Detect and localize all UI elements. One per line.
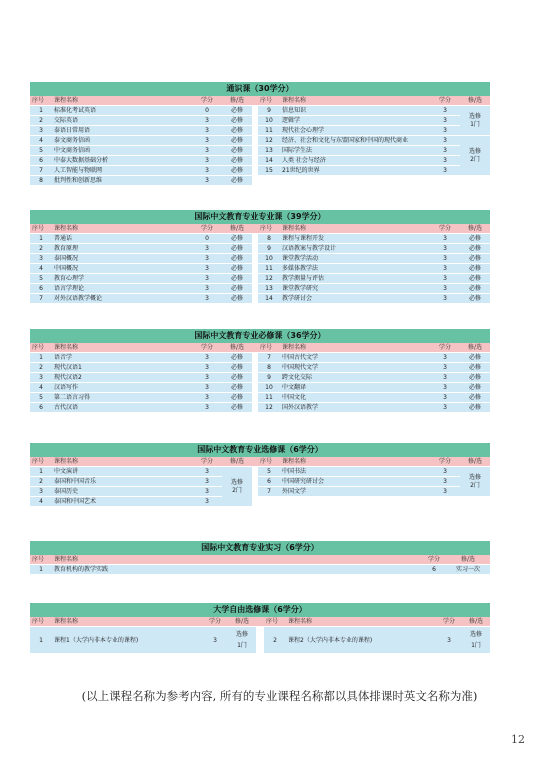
cell-no: 8 (258, 363, 280, 373)
cell-name: 人类 社会与经济 (280, 156, 430, 166)
cell-no: 1 (30, 353, 52, 363)
cell-type: 必修 (222, 234, 252, 244)
table-row (30, 116, 490, 126)
table-header-row (30, 457, 490, 467)
table-row (30, 274, 490, 284)
cell-no: 6 (30, 403, 52, 413)
cell-credit: 3 (430, 166, 460, 176)
course-table (30, 617, 490, 654)
cell-type: 选修 1门 (228, 627, 256, 654)
cell-credit: 0 (192, 234, 222, 244)
course-table (30, 343, 490, 413)
cell-credit: 3 (430, 274, 460, 284)
cell-no: 13 (258, 146, 280, 156)
table-row (30, 294, 490, 304)
cell-credit: 3 (192, 373, 222, 383)
table-row (30, 244, 490, 254)
cell-no: 1 (30, 565, 52, 575)
header-type: 修/选 (460, 96, 490, 106)
cell-no: 11 (258, 126, 280, 136)
cell-no: 6 (30, 284, 52, 294)
footnote: (以上课程名称为参考内容, 所有的专业课程名称都以具体排课时英文名称为准) (81, 689, 478, 703)
cell-type: 必修 (460, 383, 490, 393)
cell-credit: 3 (192, 383, 222, 393)
cell-no: 序号 (258, 224, 280, 234)
cell-credit: 3 (430, 467, 460, 477)
cell-no: 3 (30, 487, 52, 497)
cell-name: 中泰大数据基础分析 (52, 156, 192, 166)
cell-no: 1 (30, 234, 52, 244)
cell-no: 序号 (264, 617, 286, 627)
cell-credit: 学分 (422, 555, 446, 565)
cell-no: 13 (258, 284, 280, 294)
cell-credit: 3 (192, 467, 222, 477)
cell-credit: 3 (430, 373, 460, 383)
cell-type: 必修 (222, 166, 252, 176)
course-table (30, 555, 490, 575)
table-row (30, 353, 490, 363)
cell-name: 对外汉语教学概论 (52, 294, 192, 304)
cell-no: 11 (258, 393, 280, 403)
cell-name: 国际学生法 (280, 146, 430, 156)
cell-credit: 3 (430, 234, 460, 244)
cell-credit: 3 (430, 353, 460, 363)
table-row (30, 264, 490, 274)
section-title: 通识课（30学分） (30, 82, 490, 96)
table-row (30, 565, 490, 575)
cell-credit: 3 (192, 146, 222, 156)
cell-name: 逻辑学 (280, 116, 430, 126)
table-row (30, 146, 490, 156)
cell-name: 经济、社会和文化与东盟国家和中国的现代商业 (280, 136, 430, 146)
cell-no: 4 (30, 264, 52, 274)
cell-type: 必修 (460, 353, 490, 363)
cell-type: 选修 1门 (462, 627, 490, 654)
cell-type: 必修 (460, 363, 490, 373)
cell-credit: 3 (192, 497, 222, 507)
cell-name: 21世纪的世界 (280, 166, 430, 176)
cell-name: 课程名称 (52, 617, 202, 627)
table-row (30, 254, 490, 264)
cell-name: 课程1（大学内非本专业的课程) (52, 627, 202, 654)
cell-credit: 3 (192, 156, 222, 166)
cell-name: 国外汉语教学 (280, 403, 430, 413)
cell-credit: 3 (430, 254, 460, 264)
cell-type: 必修 (222, 363, 252, 373)
cell-type: 必修 (460, 393, 490, 403)
table-row (30, 284, 490, 294)
cell-credit: 学分 (192, 343, 222, 353)
cell-type: 修/选 (222, 343, 252, 353)
cell-name: 汉语教案与教学设计 (280, 244, 430, 254)
cell-credit: 3 (192, 353, 222, 363)
cell-name: 课程名称 (280, 343, 430, 353)
table-row (30, 627, 490, 654)
cell-no: 8 (30, 176, 52, 186)
section-general-courses (30, 82, 490, 186)
cell-credit: 3 (192, 244, 222, 254)
table-row (30, 156, 490, 166)
section-title: 国际中文教育专业专业课（39学分） (30, 210, 490, 224)
cell-credit: 3 (192, 487, 222, 497)
cell-type: 修/选 (222, 224, 252, 234)
cell-no: 14 (258, 294, 280, 304)
cell-no: 10 (258, 116, 280, 126)
cell-name: 古代汉语 (52, 403, 192, 413)
cell-no: 14 (258, 156, 280, 166)
table-row (30, 166, 490, 176)
cell-name: 中文商务信函 (52, 146, 192, 156)
cell-no: 序号 (258, 343, 280, 353)
cell-name: 中国书法 (280, 467, 430, 477)
cell-credit: 学分 (430, 457, 460, 467)
cell-credit: 学分 (202, 617, 228, 627)
cell-type: 修/选 (446, 555, 490, 565)
cell-credit: 3 (430, 403, 460, 413)
cell-no: 2 (30, 363, 52, 373)
cell-type: 必修 (460, 254, 490, 264)
table-row (30, 497, 490, 507)
section-elective-courses (30, 443, 490, 507)
cell-credit: 3 (192, 477, 222, 487)
cell-name: 课堂教学研究 (280, 284, 430, 294)
cell-credit: 学分 (436, 617, 462, 627)
cell-credit: 3 (192, 176, 222, 186)
cell-no: 12 (258, 274, 280, 284)
cell-type: 必修 (222, 393, 252, 403)
cell-name: 现代社会心理学 (280, 126, 430, 136)
cell-name: 跨文化交际 (280, 373, 430, 383)
cell-name: 中国文化 (280, 393, 430, 403)
cell-type: 修/选 (460, 457, 490, 467)
cell-name: 中国现代文学 (280, 363, 430, 373)
cell-no: 1 (30, 467, 52, 477)
cell-type: 必修 (222, 254, 252, 264)
cell-no: 12 (258, 136, 280, 146)
cell-no: 2 (30, 116, 52, 126)
cell-name: 泰国和中国艺术 (52, 497, 192, 507)
cell-type: 修/选 (462, 617, 490, 627)
cell-credit: 学分 (430, 343, 460, 353)
cell-name: 教育机构的教学实践 (52, 565, 422, 575)
cell-type: 必修 (222, 126, 252, 136)
cell-type: 必修 (222, 106, 252, 116)
cell-name: 泰文商务信函 (52, 136, 192, 146)
cell-credit: 3 (436, 627, 462, 654)
cell-name: 现代汉语1 (52, 363, 192, 373)
cell-type: 必修 (460, 284, 490, 294)
cell-name: 教学研讨会 (280, 294, 430, 304)
table-row (30, 373, 490, 383)
table-row (30, 467, 490, 477)
cell-credit: 6 (422, 565, 446, 575)
section-free-electives (30, 603, 490, 654)
cell-no: 7 (258, 487, 280, 497)
cell-credit: 3 (192, 403, 222, 413)
table-row (30, 126, 490, 136)
table-row (30, 477, 490, 487)
cell-no: 序号 (30, 224, 52, 234)
cell-no: 序号 (30, 555, 52, 565)
cell-name: 中国概况 (52, 264, 192, 274)
cell-name: 课程名称 (52, 457, 192, 467)
cell-no: 6 (258, 477, 280, 487)
cell-credit: 3 (192, 126, 222, 136)
cell-credit: 3 (192, 274, 222, 284)
cell-no: 5 (30, 274, 52, 284)
cell-type: 必修 (460, 264, 490, 274)
header-name: 课程名称 (280, 96, 430, 106)
page-number: 12 (511, 733, 525, 746)
cell-name: 普通话 (52, 234, 192, 244)
cell-no: 2 (30, 244, 52, 254)
cell-credit: 3 (192, 136, 222, 146)
cell-type: 必修 (460, 294, 490, 304)
cell-credit: 3 (430, 487, 460, 497)
cell-type: 必修 (222, 156, 252, 166)
cell-name: 中文翻译 (280, 383, 430, 393)
cell-name: 教育心理学 (52, 274, 192, 284)
cell-credit: 3 (430, 136, 460, 146)
cell-no: 2 (264, 627, 286, 654)
cell-credit: 3 (192, 254, 222, 264)
cell-name: 中国古代文学 (280, 353, 430, 363)
cell-type: 修/选 (460, 343, 490, 353)
cell-no: 8 (258, 234, 280, 244)
cell-name: 信息知识 (280, 106, 430, 116)
cell-name: 课程2（大学内非本专业的课程) (286, 627, 436, 654)
cell-no: 序号 (30, 343, 52, 353)
cell-no: 10 (258, 254, 280, 264)
cell-name: 教学测量与评估 (280, 274, 430, 284)
cell-name: 多媒体教学法 (280, 264, 430, 274)
cell-no: 3 (30, 373, 52, 383)
cell-credit: 3 (192, 393, 222, 403)
cell-name: 课程名称 (280, 457, 430, 467)
table-row (30, 136, 490, 146)
cell-name: 课程与课程开发 (280, 234, 430, 244)
cell-no: 3 (30, 254, 52, 264)
cell-no: 9 (258, 373, 280, 383)
cell-credit: 3 (430, 116, 460, 126)
table-header-row (30, 343, 490, 353)
cell-type: 必修 (222, 274, 252, 284)
elective-note: 选修 2门 (222, 467, 252, 507)
cell-credit: 3 (430, 264, 460, 274)
cell-no: 5 (30, 393, 52, 403)
cell-credit: 3 (430, 383, 460, 393)
section-major-courses (30, 210, 490, 304)
elective-note: 选修 1门 (460, 106, 490, 136)
cell-name: 语言学理论 (52, 284, 192, 294)
cell-type: 必修 (460, 274, 490, 284)
cell-credit: 学分 (192, 224, 222, 234)
cell-credit: 3 (192, 116, 222, 126)
cell-type: 必修 (460, 403, 490, 413)
cell-type: 实习一次 (446, 565, 490, 575)
table-header-row (30, 96, 490, 106)
cell-credit: 3 (192, 166, 222, 176)
cell-credit: 3 (192, 294, 222, 304)
cell-name: 批判性和创新思维 (52, 176, 192, 186)
table-row (30, 487, 490, 497)
header-no: 序号 (30, 96, 52, 106)
section-title: 国际中文教育专业必修课（36学分） (30, 329, 490, 343)
cell-type: 必修 (222, 383, 252, 393)
cell-no: 11 (258, 264, 280, 274)
cell-credit: 0 (192, 106, 222, 116)
table-header-row (30, 617, 490, 627)
cell-no: 序号 (258, 457, 280, 467)
table-row (30, 403, 490, 413)
section-title: 国际中文教育专业实习（6学分） (30, 541, 490, 555)
cell-credit: 3 (192, 363, 222, 373)
cell-no: 1 (30, 106, 52, 116)
cell-name: 课程名称 (52, 555, 422, 565)
table-row (30, 383, 490, 393)
cell-credit: 学分 (430, 224, 460, 234)
cell-no: 7 (30, 294, 52, 304)
cell-credit: 学分 (192, 457, 222, 467)
cell-no: 9 (258, 106, 280, 116)
cell-type: 必修 (222, 403, 252, 413)
cell-credit: 3 (430, 126, 460, 136)
cell-name: 人工智能与物联网 (52, 166, 192, 176)
cell-name: 标准化考试英语 (52, 106, 192, 116)
table-header-row (30, 555, 490, 565)
cell-name: 课程名称 (52, 343, 192, 353)
cell-no: 7 (258, 353, 280, 363)
cell-credit: 3 (192, 284, 222, 294)
course-table (30, 96, 490, 186)
cell-type: 必修 (460, 234, 490, 244)
table-row (30, 234, 490, 244)
header-name: 课程名称 (52, 96, 192, 106)
cell-type: 必修 (222, 284, 252, 294)
cell-no: 12 (258, 403, 280, 413)
cell-credit: 3 (430, 363, 460, 373)
cell-name: 中国研究研讨会 (280, 477, 430, 487)
elective-note: 选修 2门 (460, 136, 490, 176)
cell-no: 6 (30, 156, 52, 166)
table-row (30, 106, 490, 116)
cell-name: 现代汉语2 (52, 373, 192, 383)
cell-name: 课程名称 (52, 224, 192, 234)
cell-no: 7 (30, 166, 52, 176)
cell-type: 必修 (222, 373, 252, 383)
header-no: 序号 (258, 96, 280, 106)
cell-credit: 3 (430, 477, 460, 487)
table-row (30, 176, 490, 186)
cell-credit: 3 (430, 393, 460, 403)
table-row (30, 363, 490, 373)
cell-credit: 3 (192, 264, 222, 274)
cell-no: 5 (258, 467, 280, 477)
elective-note: 选修 2门 (460, 467, 490, 497)
cell-credit: 3 (202, 627, 228, 654)
course-table (30, 457, 490, 507)
cell-credit: 3 (430, 106, 460, 116)
header-type: 修/选 (222, 96, 252, 106)
section-title: 大学自由选修课（6学分） (30, 603, 490, 617)
cell-name: 中文演讲 (52, 467, 192, 477)
cell-credit: 3 (430, 284, 460, 294)
cell-type: 必修 (222, 116, 252, 126)
table-header-row (30, 224, 490, 234)
section-required-courses (30, 329, 490, 413)
cell-name: 课程名称 (280, 224, 430, 234)
cell-name: 泰国概况 (52, 254, 192, 264)
cell-credit: 3 (430, 146, 460, 156)
cell-type: 必修 (222, 176, 252, 186)
cell-no: 3 (30, 126, 52, 136)
cell-no: 4 (30, 497, 52, 507)
cell-type: 必修 (222, 146, 252, 156)
cell-type: 必修 (222, 136, 252, 146)
cell-no: 序号 (30, 457, 52, 467)
cell-type: 必修 (460, 244, 490, 254)
cell-type: 必修 (222, 244, 252, 254)
section-title: 国际中文教育专业选修课（6学分） (30, 443, 490, 457)
cell-no: 9 (258, 244, 280, 254)
section-internship (30, 541, 490, 575)
cell-no: 2 (30, 477, 52, 487)
cell-type: 必修 (460, 373, 490, 383)
cell-credit: 3 (430, 244, 460, 254)
cell-name: 外国文学 (280, 487, 430, 497)
table-row (30, 393, 490, 403)
cell-type: 修/选 (460, 224, 490, 234)
cell-type: 必修 (222, 353, 252, 363)
cell-name: 汉语写作 (52, 383, 192, 393)
cell-type: 必修 (222, 294, 252, 304)
cell-name: 泰国和中国音乐 (52, 477, 192, 487)
cell-name: 交际英语 (52, 116, 192, 126)
cell-no: 5 (30, 146, 52, 156)
cell-name: 第二语言习得 (52, 393, 192, 403)
cell-name: 泰国历史 (52, 487, 192, 497)
cell-no: 15 (258, 166, 280, 176)
cell-no: 1 (30, 627, 52, 654)
cell-name: 泰语日常用语 (52, 126, 192, 136)
cell-name: 语音学 (52, 353, 192, 363)
header-credit: 学分 (430, 96, 460, 106)
header-credit: 学分 (192, 96, 222, 106)
cell-credit: 3 (430, 156, 460, 166)
cell-no: 4 (30, 136, 52, 146)
cell-name: 课程名称 (286, 617, 436, 627)
cell-no: 10 (258, 383, 280, 393)
course-table (30, 224, 490, 304)
cell-type: 修/选 (228, 617, 256, 627)
cell-type: 必修 (222, 264, 252, 274)
cell-name: 课堂教学活动 (280, 254, 430, 264)
cell-credit: 3 (430, 294, 460, 304)
cell-name: 教育原理 (52, 244, 192, 254)
cell-no: 4 (30, 383, 52, 393)
cell-type: 修/选 (222, 457, 252, 467)
cell-no: 序号 (30, 617, 52, 627)
